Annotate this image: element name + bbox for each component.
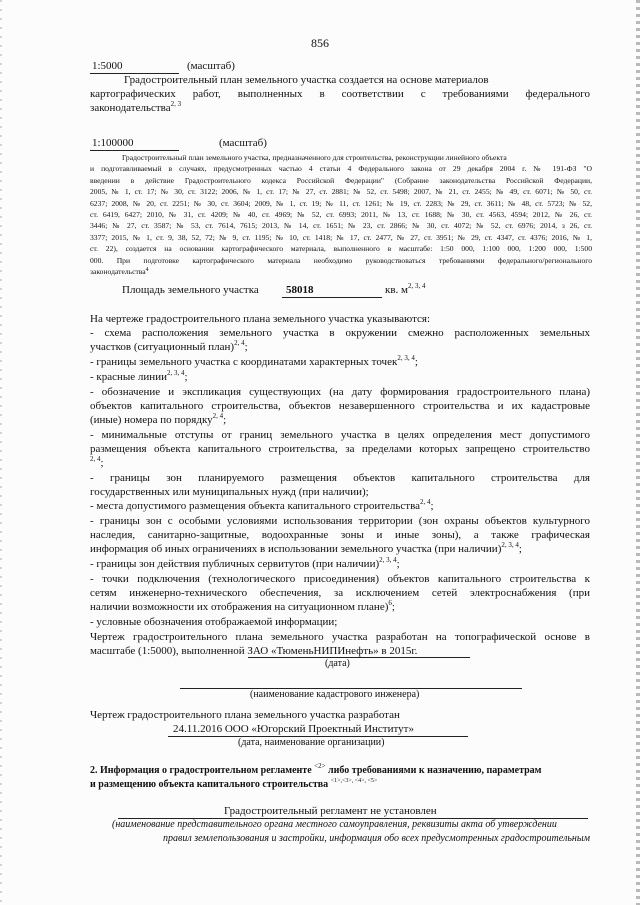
scale-5000-label: (масштаб) — [187, 60, 235, 72]
legal-note-line: Градостроительный план земельного участка, предназначенного для строительства, реконструкции линейного объекта — [122, 153, 507, 162]
list-item: размещения объекта капитального строительства, за пределами которых запрещено строительство — [90, 443, 590, 455]
list-item: - обозначение и экспликация существующих (на дату формирования градостроительного плана) — [90, 386, 590, 398]
section2-heading-l1: 2. Информация о градостроительном регламенте $^{<2>}$ либо требованиями к назначению, параметрам — [90, 762, 542, 776]
legal-note-line: 6237; 2008, № 20, ст. 2251; № 30, ст. 3604; 2009, № 1, ст. 19; № 11, ст. 1261; № 19, ст. 2283; № 29, ст. 3611; № 48, ст. 5723; № 52, — [90, 198, 592, 208]
drawing-intro: На чертеже градостроительного плана земельного участка указываются: — [90, 313, 431, 325]
scale-100000-underline — [90, 150, 179, 151]
regulation-value: Градостроительный регламент не установлен — [224, 805, 437, 817]
legal-note-line: 2005, № 1, ст. 17; № 30, ст. 3122; 2006, № 1, ст. 17; № 27, ст. 2881; № 52, ст. 5498; 2007, № 21, ст. 2455; № 49, ст. 6071; № 50, ст. — [90, 187, 592, 197]
developed-l1: Чертеж градостроительного плана земельного участка разработан — [90, 709, 400, 721]
regulation-caption-l1: (наименование представительного органа местного самоуправления, реквизиты акта об утверждении — [112, 819, 557, 830]
list-item: наследия, санитарно-защитные, водоохранные зоны и иные зоны), а также графическая — [90, 529, 590, 541]
legal-note-line: и подготавливаемый в случаях, предусмотренных частью 4 статьи 4 Федерального закона от 29 декабря 2004 г. № 191-ФЗ "О — [90, 164, 592, 174]
legal-note-line: 3377; 2015, № 1, ст. 9, 38, 52, 72; № 9, ст. 1195; № 10, ст. 1418; № 17, ст. 2477, № 27, ст. 3951; № 29, ст. 4347, ст. 4376; 2016, № 1, — [90, 232, 592, 242]
legal-note-line: ст. 6419, 6427; 2010, № 31, ст. 4209; № 40, ст. 4969; № 52, ст. 6993; 2011, № 13, ст. 1688; № 30, ст. 4563, 4594; 2012, № 26, ст. — [90, 210, 592, 220]
area-label: Площадь земельного участка — [122, 284, 259, 296]
topo-date-underline — [248, 657, 470, 658]
developed-l2: 24.11.2016 ООО «Югорский Проектный Институт» — [173, 723, 414, 735]
map-basis-text-l2: картографических работ, выполненных в соответствии с требованиями федерального — [90, 88, 590, 100]
list-item: - границы земельного участка с координатами характерных точек$^{2, 3, 4}$; — [90, 354, 418, 368]
scale-5000-value: 1:5000 — [92, 60, 123, 72]
page-number: 856 — [311, 36, 329, 50]
list-item: объектов капитального строительства, объектов незавершенного строительства и их кадастровые — [90, 400, 590, 412]
legal-note — [90, 152, 592, 279]
section2-heading-l2: и размещению объекта капитального строительства $^{<1>,<3>, <4>, <5>}$ — [90, 778, 378, 790]
scan-right-edge — [636, 0, 640, 905]
scan-left-edge — [0, 0, 2, 905]
legal-note-line: ст. 22), создается на основании картографического материала, выполненного в масштабе: 1:50 000, 1:100 000, 1:200 000, 1:500 — [90, 244, 592, 254]
topo-basis-l2: масштабе (1:5000), выполненной ЗАО «ТюменьНИПИнефть» в 2015г. — [90, 645, 418, 657]
legal-note-line: 000. При подготовке картографического материала необходимо руководствоваться требованиями федерального/регионального — [90, 255, 592, 265]
scale-100000-value: 1:100000 — [92, 137, 134, 149]
area-unit: кв. $м^{2, 3, 4}$ — [385, 282, 426, 296]
engineer-caption: (наименование кадастрового инженера) — [250, 689, 420, 700]
list-item: - красные линии$^{2, 3, 4}$; — [90, 369, 188, 383]
list-item: - схема расположения земельного участка в окружении смежно расположенных земельных — [90, 327, 590, 339]
list-item: - границы зон с особыми условиями использования территории (зон охраны объектов культурного — [90, 515, 590, 527]
list-item: информация об иных ограничениях в использовании земельного участка (при наличии)$^{2, 3, 4}$; — [90, 541, 522, 555]
area-value: 58018 — [286, 284, 314, 296]
drawing-contents-list — [90, 312, 590, 629]
list-item: - условные обозначения отображаемой информации; — [90, 616, 338, 628]
list-item: наличии возможности их отображения на ситуационном плане)$^6$; — [90, 599, 395, 613]
list-item: - места допустимого размещения объекта капитального строительства$^{2, 4}$; — [90, 498, 434, 512]
map-basis-text-l1: Градостроительный план земельного участка создается на основе материалов — [124, 74, 489, 86]
topo-basis-l1: Чертеж градостроительного плана земельного участка разработан на топографической основе в — [90, 631, 590, 643]
legal-note-line: введении в действие Градостроительного кодекса Российской Федерации" (Собрание законодательства Российской Федерации, — [90, 175, 592, 185]
regulation-caption-l2: правил землепользования и застройки, информация обо всех предусмотренных градостроительным — [163, 833, 590, 844]
legal-note-line: законодательства$^4$ — [90, 267, 149, 277]
list-item: сетям инженерно-технического обеспечения, за исключением сетей электроснабжения (при — [90, 587, 590, 599]
list-item: - минимальные отступы от границ земельного участка в целях определения мест допустимого — [90, 429, 590, 441]
list-item: (иные) номера по порядку$^{2, 4}$; — [90, 412, 227, 426]
list-item: - границы зон действия публичных сервитутов (при наличии)$^{2, 3, 4}$; — [90, 556, 400, 570]
list-item: - точки подключения (технологического присоединения) объектов капитального строительства к — [90, 573, 590, 585]
developed-caption: (дата, наименование организации) — [238, 737, 385, 748]
list-item: участков (ситуационный план)$^{2, 4}$; — [90, 339, 248, 353]
map-basis-text-l3: законодательства$^{2, 3}$ — [90, 100, 182, 114]
list-item: государственных или муниципальных нужд (при наличии); — [90, 486, 369, 498]
area-underline — [282, 297, 382, 298]
list-item: $^{2, 4}$; — [90, 455, 104, 469]
scale-100000-label: (масштаб) — [219, 137, 267, 149]
legal-note-line: 3446; № 27, ст. 3587; № 53, ст. 7614, 7615; 2013, № 14, ст. 1651; № 23, ст. 2866; № 30, ст. 4072; № 52, ст. 6976; 2014, з 26, ст. — [90, 221, 592, 231]
list-item: - границы зон планируемого размещения объектов капитального строительства для — [90, 472, 590, 484]
topo-date-caption: (дата) — [325, 658, 350, 669]
